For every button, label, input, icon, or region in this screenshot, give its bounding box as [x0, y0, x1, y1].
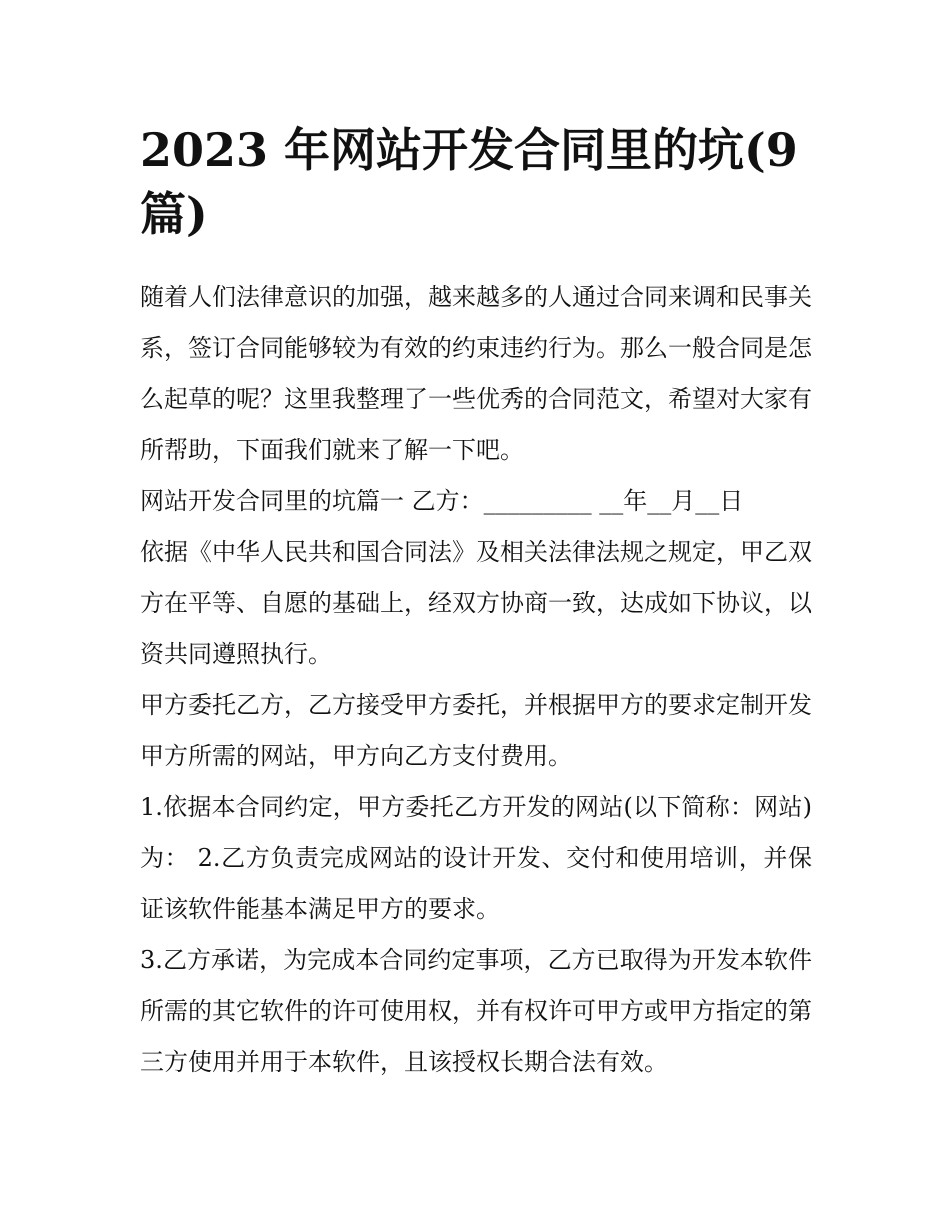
- paragraph-clause-3: 3.乙方承诺，为完成本合同约定事项，乙方已取得为开发本软件所需的其它软件的许可使用权，并有权许可甲方或甲方指定的第三方使用并用于本软件，且该授权长期合法有效。: [140, 946, 812, 1076]
- paragraph-section-heading: 网站开发合同里的坑篇一 乙方：_________ __年__月__日: [140, 487, 744, 515]
- paragraph-intro: 随着人们法律意识的加强，越来越多的人通过合同来调和民事关系，签订合同能够较为有效的约束违约行为。那么一般合同是怎么起草的呢？这里我整理了一些优秀的合同范文，希望对大家有所帮助，下面我们就来了解一下吧。: [140, 283, 812, 464]
- document-title: 2023 年网站开发合同里的坑(9 篇): [140, 123, 798, 241]
- paragraph-legal-basis: 依据《中华人民共和国合同法》及相关法律法规之规定，甲乙双方在平等、自愿的基础上，经双方协商一致，达成如下协议，以资共同遵照执行。: [140, 538, 812, 668]
- paragraph-clause-1-2: 1.依据本合同约定，甲方委托乙方开发的网站(以下简称：网站)为： 2.乙方负责完成网站的设计开发、交付和使用培训，并保证该软件能基本满足甲方的要求。: [140, 793, 812, 923]
- paragraph-commission: 甲方委托乙方，乙方接受甲方委托，并根据甲方的要求定制开发甲方所需的网站，甲方向乙方支付费用。: [140, 691, 812, 770]
- document-page: [140, 118, 812, 1088]
